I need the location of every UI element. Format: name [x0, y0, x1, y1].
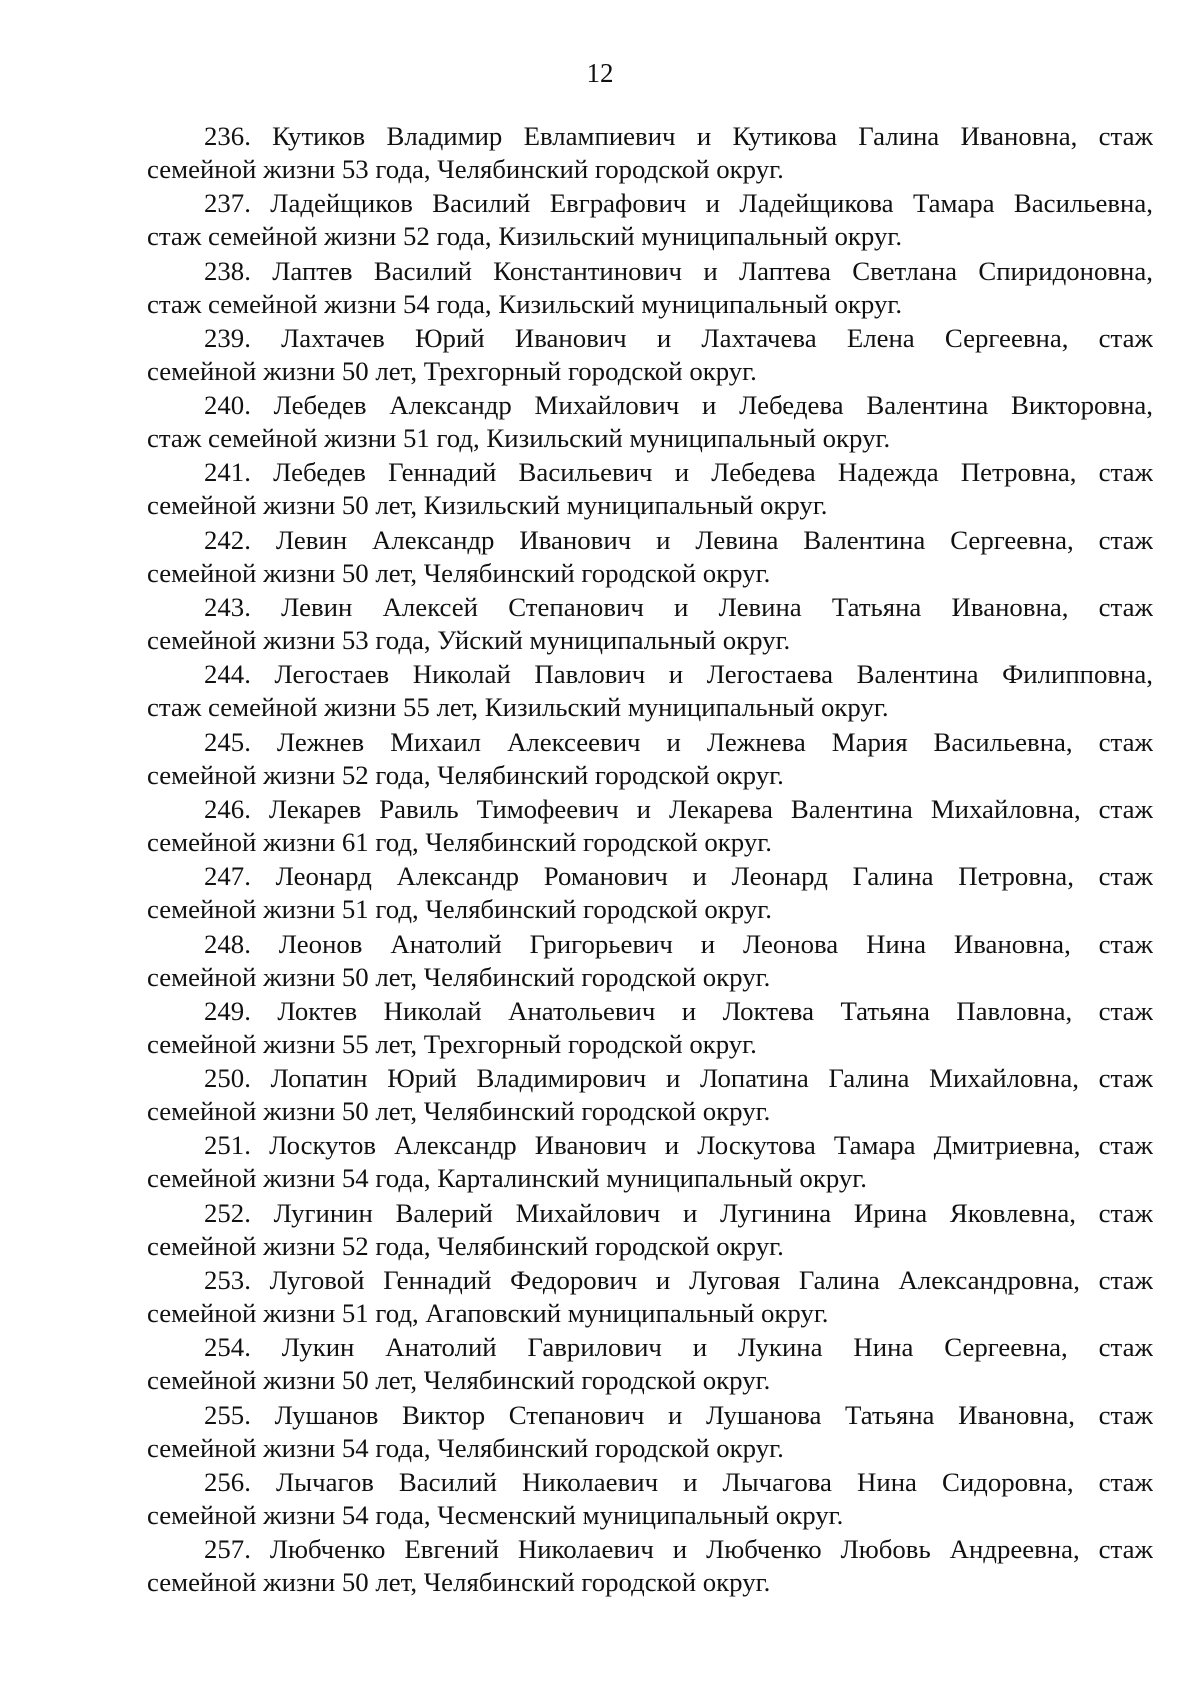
entry-line-1: 243. Левин Алексей Степанович и Левина Татьяна Ивановна, стаж: [204, 592, 1153, 623]
entry-line-2: семейной жизни 50 лет, Челябинский городской округ.: [147, 961, 771, 992]
entry-line-2: семейной жизни 50 лет, Челябинский городской округ.: [147, 1567, 771, 1598]
entry-line-2: семейной жизни 50 лет, Челябинский городской округ.: [147, 1365, 771, 1396]
entry-line-2: семейной жизни 52 года, Челябинский городской округ.: [147, 1230, 784, 1261]
list-item: [147, 1197, 1153, 1264]
entry-line-1: 255. Лушанов Виктор Степанович и Лушанова Татьяна Ивановна, стаж: [204, 1399, 1153, 1430]
entry-line-1: 238. Лаптев Василий Константинович и Лаптева Светлана Спиридоновна,: [204, 255, 1153, 286]
list-item: [147, 255, 1153, 322]
entry-line-1: 249. Локтев Николай Анатольевич и Локтева Татьяна Павловна, стаж: [204, 995, 1153, 1026]
entry-line-1: 248. Леонов Анатолий Григорьевич и Леонова Нина Ивановна, стаж: [204, 928, 1153, 959]
entry-line-2: семейной жизни 50 лет, Челябинский городской округ.: [147, 1096, 771, 1127]
entry-line-2: семейной жизни 54 года, Карталинский муниципальный округ.: [147, 1163, 867, 1194]
entry-line-1: 247. Леонард Александр Романович и Леонард Галина Петровна, стаж: [204, 861, 1153, 892]
entry-line-1: 251. Лоскутов Александр Иванович и Лоскутова Тамара Дмитриевна, стаж: [204, 1130, 1153, 1161]
entry-line-1: 250. Лопатин Юрий Владимирович и Лопатина Галина Михайловна, стаж: [204, 1063, 1153, 1094]
list-item: [147, 591, 1153, 658]
entry-line-1: 241. Лебедев Геннадий Васильевич и Лебедева Надежда Петровна, стаж: [204, 457, 1153, 488]
list-item: [147, 1331, 1153, 1398]
list-item: [147, 1062, 1153, 1129]
entry-line-2: семейной жизни 54 года, Чесменский муниципальный округ.: [147, 1499, 844, 1530]
entry-line-1: 252. Лугинин Валерий Михайлович и Лугинина Ирина Яковлевна, стаж: [204, 1197, 1153, 1228]
entry-line-1: 244. Легостаев Николай Павлович и Легостаева Валентина Филипповна,: [204, 659, 1153, 690]
list-item: [147, 726, 1153, 793]
list-item: [147, 389, 1153, 456]
list-item: [147, 1533, 1153, 1600]
list-item: [147, 187, 1153, 254]
entry-line-2: семейной жизни 53 года, Челябинский городской округ.: [147, 154, 784, 184]
entry-line-2: стаж семейной жизни 51 год, Кизильский муниципальный округ.: [147, 423, 891, 454]
entry-line-1: 245. Лежнев Михаил Алексеевич и Лежнева Мария Васильевна, стаж: [204, 726, 1153, 757]
entry-line-1: 256. Лычагов Василий Николаевич и Лычагова Нина Сидоровна, стаж: [204, 1466, 1153, 1497]
list-item: [147, 928, 1153, 995]
entry-line-2: семейной жизни 51 год, Челябинский городской округ.: [147, 894, 772, 925]
entry-line-2: стаж семейной жизни 52 года, Кизильский муниципальный округ.: [147, 221, 903, 252]
entry-line-1: 253. Луговой Геннадий Федорович и Луговая Галина Александровна, стаж: [204, 1265, 1153, 1296]
list-item: [147, 860, 1153, 927]
entry-line-2: семейной жизни 54 года, Челябинский городской округ.: [147, 1432, 784, 1463]
entry-line-1: 239. Лахтачев Юрий Иванович и Лахтачева Елена Сергеевна, стаж: [204, 322, 1153, 353]
entry-line-2: стаж семейной жизни 55 лет, Кизильский муниципальный округ.: [147, 692, 889, 723]
list-item: [147, 1466, 1153, 1533]
list-item: [147, 120, 1153, 187]
list-item: [147, 995, 1153, 1062]
list-item: [147, 524, 1153, 591]
list-item: [147, 1399, 1153, 1466]
entry-line-1: 257. Любченко Евгений Николаевич и Любченко Любовь Андреевна, стаж: [204, 1534, 1153, 1565]
entry-line-2: семейной жизни 50 лет, Трехгорный городской округ.: [147, 355, 757, 386]
entry-line-2: стаж семейной жизни 54 года, Кизильский муниципальный округ.: [147, 288, 903, 319]
list-item: [147, 793, 1153, 860]
entry-line-1: 237. Ладейщиков Василий Евграфович и Ладейщикова Тамара Васильевна,: [204, 188, 1153, 219]
entry-line-1: 242. Левин Александр Иванович и Левина Валентина Сергеевна, стаж: [204, 524, 1153, 555]
entry-line-2: семейной жизни 53 года, Уйский муниципальный округ.: [147, 625, 791, 656]
entry-line-1: 254. Лукин Анатолий Гаврилович и Лукина Нина Сергеевна, стаж: [204, 1332, 1153, 1363]
list-item: [147, 1264, 1153, 1331]
list-item: [147, 322, 1153, 389]
entry-line-1: 240. Лебедев Александр Михайлович и Лебедева Валентина Викторовна,: [204, 390, 1153, 421]
page-number: 12: [586, 58, 614, 88]
entry-line-2: семейной жизни 52 года, Челябинский городской округ.: [147, 759, 784, 790]
entry-line-2: семейной жизни 61 год, Челябинский городской округ.: [147, 826, 772, 857]
entry-list: [147, 120, 1153, 1601]
list-item: [147, 658, 1153, 725]
entry-line-2: семейной жизни 50 лет, Челябинский городской округ.: [147, 557, 771, 588]
list-item: [147, 456, 1153, 523]
entry-line-1: 236. Кутиков Владимир Евлампиевич и Кутикова Галина Ивановна, стаж: [204, 121, 1153, 151]
entry-line-2: семейной жизни 51 год, Агаповский муниципальный округ.: [147, 1298, 829, 1329]
entry-line-2: семейной жизни 50 лет, Кизильский муниципальный округ.: [147, 490, 828, 521]
list-item: [147, 1129, 1153, 1196]
entry-line-1: 246. Лекарев Равиль Тимофеевич и Лекарева Валентина Михайловна, стаж: [204, 793, 1153, 824]
entry-line-2: семейной жизни 55 лет, Трехгорный городской округ.: [147, 1028, 757, 1059]
